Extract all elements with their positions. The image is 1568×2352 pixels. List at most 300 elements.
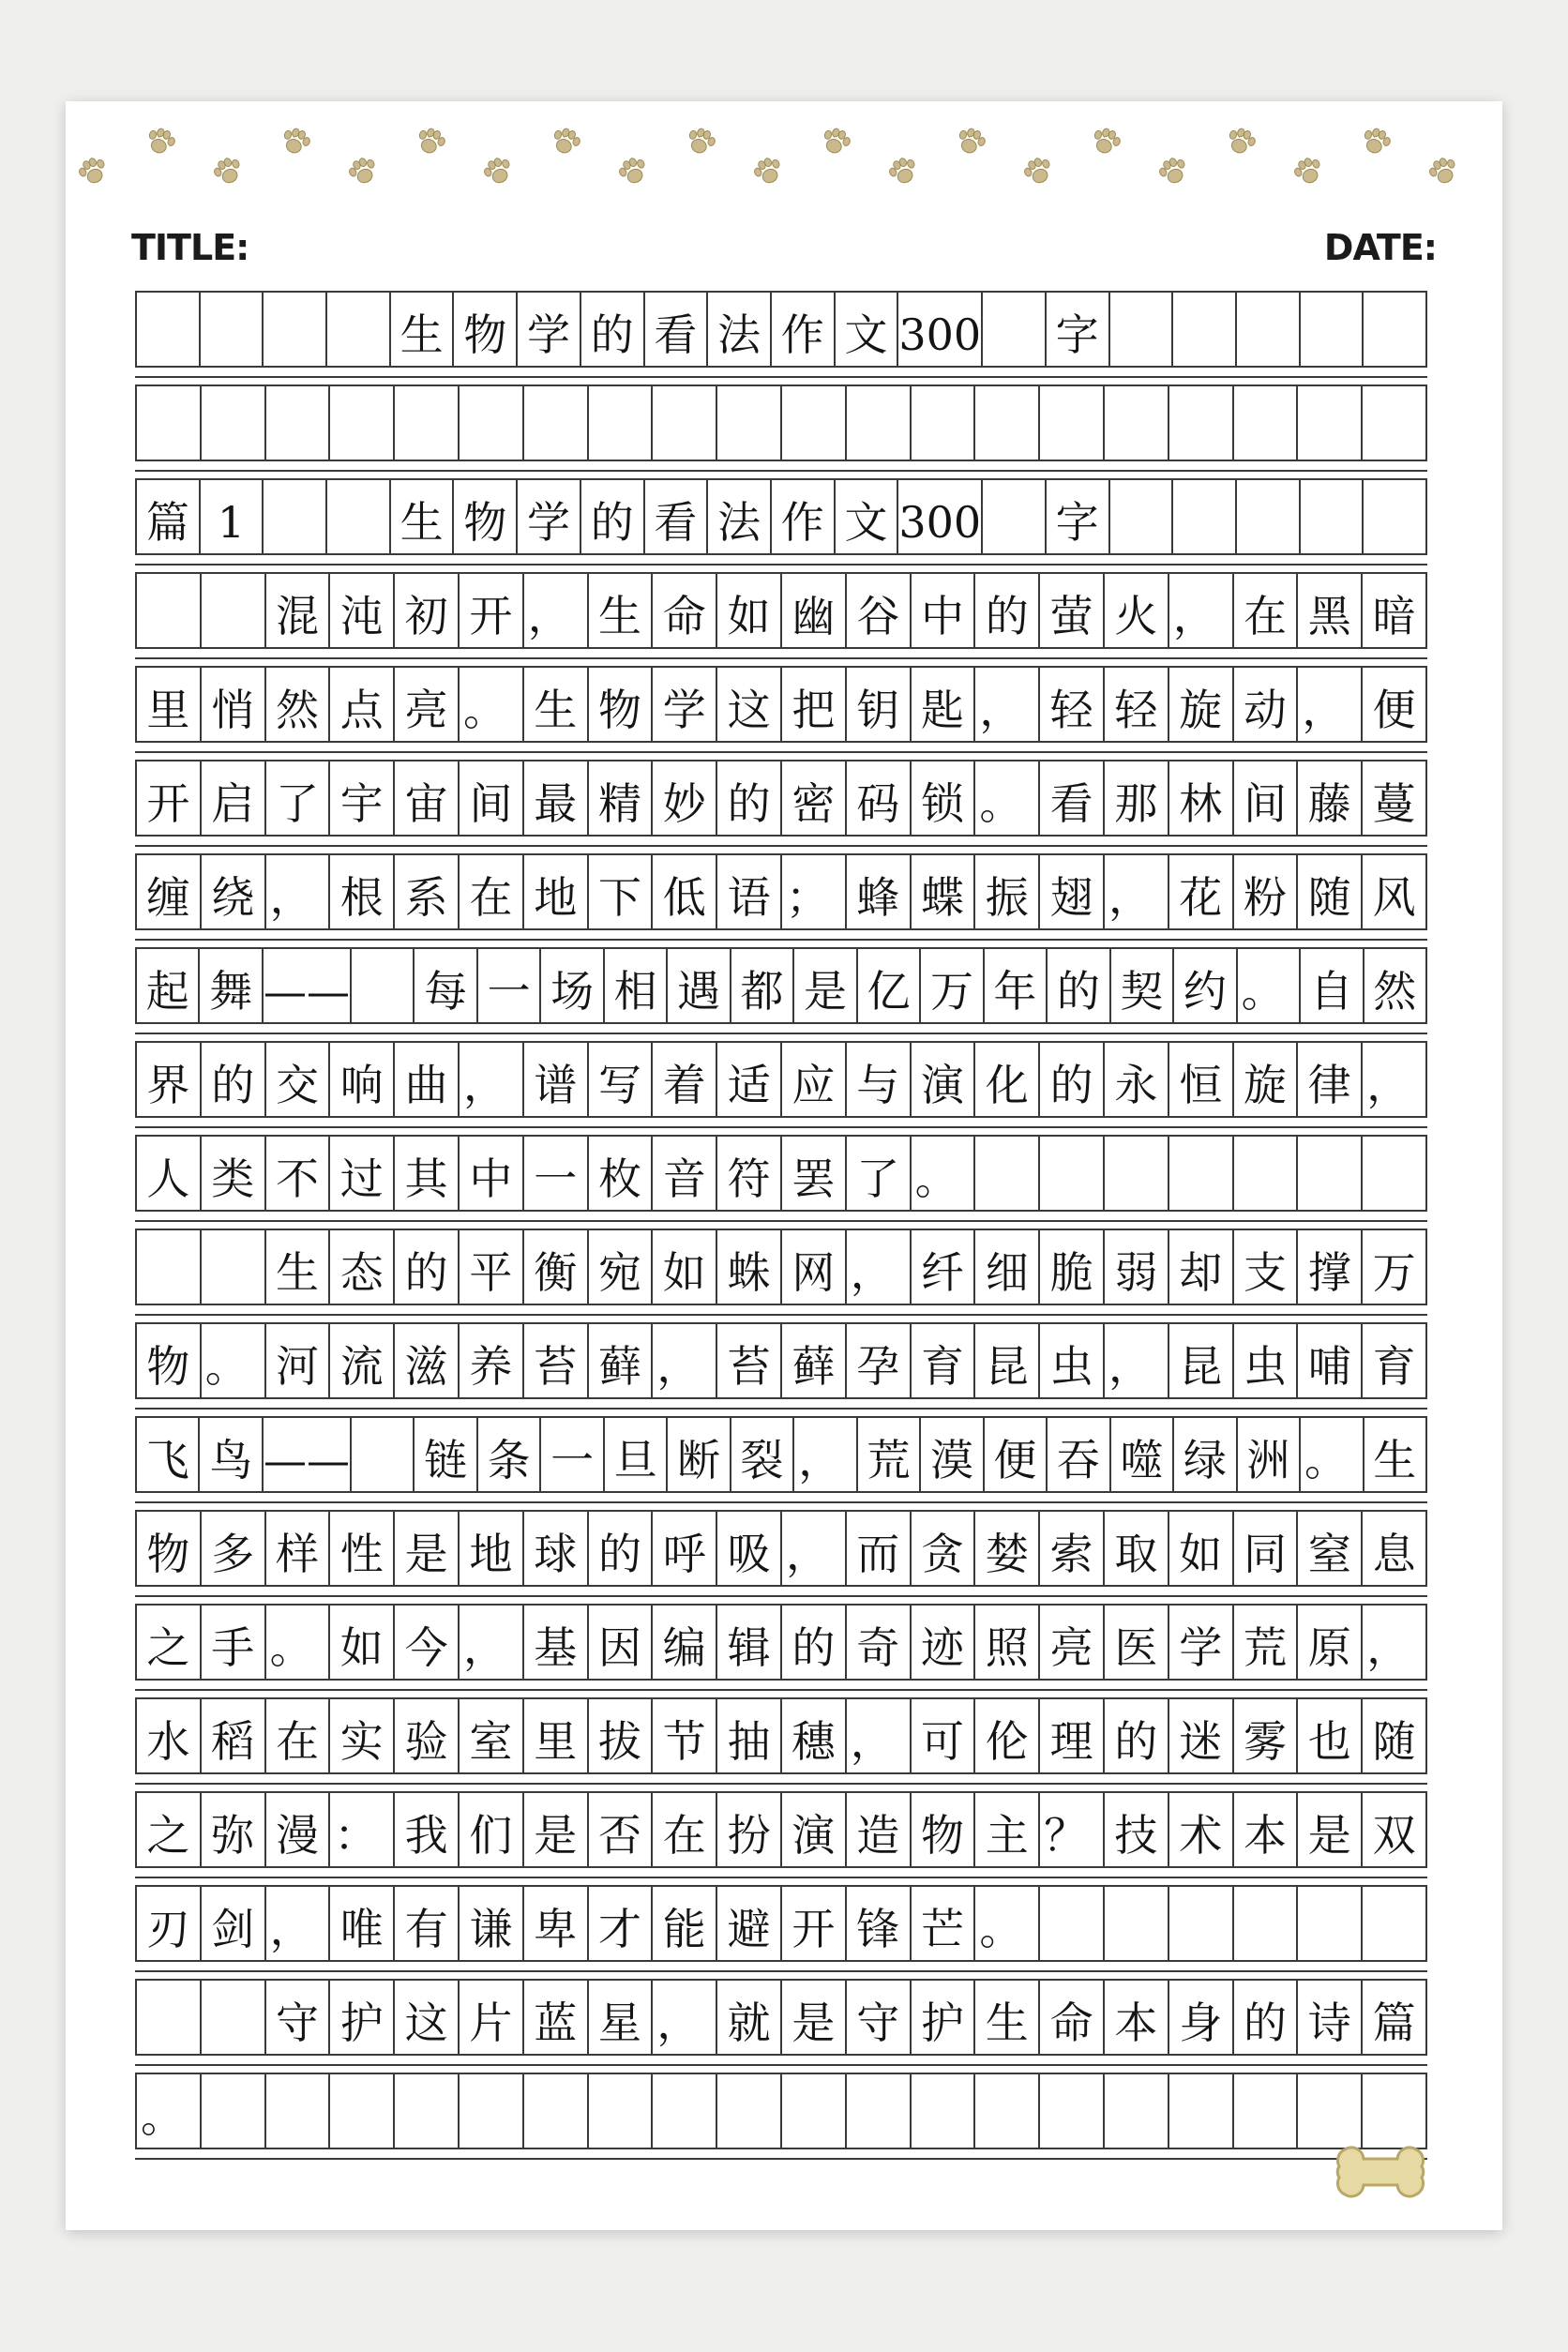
grid-cell: 字 bbox=[1047, 480, 1110, 555]
grid-cell bbox=[1234, 1137, 1299, 1212]
grid-cell: 约 bbox=[1174, 949, 1237, 1024]
grid-cell bbox=[202, 386, 266, 461]
grid-cell: 守 bbox=[266, 1981, 331, 2056]
paw-print-icon bbox=[206, 150, 249, 192]
grid-cell: 翅 bbox=[1040, 855, 1105, 930]
grid-cell: 舞 bbox=[200, 949, 263, 1024]
grid-row bbox=[135, 1135, 1427, 1212]
grid-row bbox=[135, 1041, 1427, 1118]
grid-cell: 相 bbox=[605, 949, 668, 1024]
grid-cell: 虫 bbox=[1040, 1324, 1105, 1399]
grid-cell: 类 bbox=[202, 1137, 266, 1212]
grid-cell: 苔 bbox=[717, 1324, 782, 1399]
grid-cell: 动 bbox=[1234, 668, 1299, 743]
grid-cell: 可 bbox=[912, 1699, 976, 1774]
grid-cell: 是 bbox=[794, 949, 857, 1024]
grid-cell: 是 bbox=[395, 1512, 460, 1587]
grid-cell: 作 bbox=[772, 480, 836, 555]
grid-cell: 下 bbox=[589, 855, 654, 930]
grid-cell bbox=[847, 2074, 912, 2149]
paw-print-icon bbox=[410, 121, 451, 162]
grid-cell: 沌 bbox=[330, 574, 395, 649]
grid-cell bbox=[137, 293, 201, 368]
grid-cell: 轻 bbox=[1105, 668, 1169, 743]
grid-cell: 命 bbox=[1040, 1981, 1105, 2056]
grid-cell: 谦 bbox=[460, 1887, 524, 1962]
grid-cell: 是 bbox=[782, 1981, 847, 2056]
grid-cell: 点 bbox=[330, 668, 395, 743]
paw-print-border bbox=[66, 101, 1502, 204]
grid-cell bbox=[589, 386, 654, 461]
grid-cell bbox=[1301, 480, 1364, 555]
grid-cell: 抽 bbox=[717, 1699, 782, 1774]
grid-cell: 如 bbox=[330, 1606, 395, 1681]
grid-cell: 绕 bbox=[202, 855, 266, 930]
grid-cell: 里 bbox=[137, 668, 202, 743]
grid-cell: 因 bbox=[589, 1606, 654, 1681]
grid-cell: ， bbox=[1298, 668, 1363, 743]
grid-cell: 精 bbox=[589, 761, 654, 837]
grid-cell: 交 bbox=[266, 1043, 331, 1118]
grid-cell: 编 bbox=[653, 1606, 717, 1681]
grid-cell: ， bbox=[460, 1606, 524, 1681]
grid-cell: 态 bbox=[330, 1230, 395, 1305]
grid-cell: 卑 bbox=[524, 1887, 589, 1962]
grid-cell: ， bbox=[266, 855, 331, 930]
grid-cell: 雾 bbox=[1234, 1699, 1299, 1774]
grid-cell bbox=[1301, 293, 1364, 368]
grid-cell: 自 bbox=[1301, 949, 1364, 1024]
grid-cell: 网 bbox=[782, 1230, 847, 1305]
grid-cell: 看 bbox=[1040, 761, 1105, 837]
grid-cell: 亮 bbox=[1040, 1606, 1105, 1681]
grid-cell: 锋 bbox=[847, 1887, 912, 1962]
grid-cell bbox=[352, 949, 415, 1024]
grid-cell: 护 bbox=[330, 1981, 395, 2056]
grid-cell: 物 bbox=[137, 1324, 202, 1399]
grid-cell: 弱 bbox=[1105, 1230, 1169, 1305]
grid-cell: 与 bbox=[847, 1043, 912, 1118]
grid-cell: 都 bbox=[731, 949, 794, 1024]
grid-cell: 绿 bbox=[1174, 1418, 1237, 1493]
grid-cell: 一 bbox=[524, 1137, 589, 1212]
grid-cell bbox=[912, 2074, 976, 2149]
grid-cell bbox=[975, 386, 1040, 461]
grid-cell: 纤 bbox=[912, 1230, 976, 1305]
grid-cell: 看 bbox=[645, 293, 709, 368]
grid-cell bbox=[1105, 2074, 1169, 2149]
grid-cell: 是 bbox=[524, 1793, 589, 1868]
grid-cell: 。 bbox=[202, 1324, 266, 1399]
grid-cell bbox=[1040, 2074, 1105, 2149]
grid-cell bbox=[460, 386, 524, 461]
grid-cell: 支 bbox=[1234, 1230, 1299, 1305]
grid-cell: 滋 bbox=[395, 1324, 460, 1399]
grid-cell: 罢 bbox=[782, 1137, 847, 1212]
grid-cell: 亿 bbox=[858, 949, 921, 1024]
grid-cell: ， bbox=[653, 1981, 717, 2056]
grid-row bbox=[135, 1604, 1427, 1681]
grid-cell bbox=[1363, 1887, 1427, 1962]
grid-cell: 永 bbox=[1105, 1043, 1169, 1118]
grid-cell: 育 bbox=[1363, 1324, 1427, 1399]
grid-cell: 花 bbox=[1169, 855, 1234, 930]
grid-cell: 萤 bbox=[1040, 574, 1105, 649]
grid-cell: 谷 bbox=[847, 574, 912, 649]
grid-cell bbox=[202, 1230, 266, 1305]
grid-row bbox=[135, 1791, 1427, 1868]
grid-cell bbox=[1173, 293, 1237, 368]
grid-cell: 育 bbox=[912, 1324, 976, 1399]
grid-cell bbox=[1105, 386, 1169, 461]
grid-cell: ， bbox=[847, 1699, 912, 1774]
grid-cell bbox=[327, 480, 391, 555]
grid-cell: ， bbox=[460, 1043, 524, 1118]
grid-cell: 把 bbox=[782, 668, 847, 743]
grid-cell: 300 bbox=[898, 480, 983, 555]
grid-cell: 取 bbox=[1105, 1512, 1169, 1587]
grid-cell: 生 bbox=[589, 574, 654, 649]
grid-cell bbox=[912, 386, 976, 461]
grid-cell: 贪 bbox=[912, 1512, 976, 1587]
grid-cell: 轻 bbox=[1040, 668, 1105, 743]
grid-cell bbox=[1105, 1137, 1169, 1212]
grid-cell: 漫 bbox=[266, 1793, 331, 1868]
grid-cell bbox=[1234, 2074, 1299, 2149]
grid-row bbox=[135, 478, 1427, 555]
grid-cell: 多 bbox=[202, 1512, 266, 1587]
grid-cell: ， bbox=[782, 1512, 847, 1587]
grid-row bbox=[135, 1979, 1427, 2056]
grid-cell: 枚 bbox=[589, 1137, 654, 1212]
grid-cell: 然 bbox=[1364, 949, 1427, 1024]
grid-cell: 300 bbox=[898, 293, 983, 368]
grid-cell: 之 bbox=[137, 1793, 202, 1868]
grid-cell bbox=[352, 1418, 415, 1493]
grid-cell: 文 bbox=[836, 480, 899, 555]
grid-cell: 虫 bbox=[1234, 1324, 1299, 1399]
grid-cell: 辑 bbox=[717, 1606, 782, 1681]
grid-cell: 避 bbox=[717, 1887, 782, 1962]
grid-cell: 本 bbox=[1234, 1793, 1299, 1868]
grid-cell: 物 bbox=[137, 1512, 202, 1587]
grid-cell: 物 bbox=[589, 668, 654, 743]
grid-cell: 原 bbox=[1298, 1606, 1363, 1681]
grid-cell: 振 bbox=[975, 855, 1040, 930]
date-label: DATE: bbox=[1323, 227, 1437, 268]
grid-cell: 在 bbox=[1234, 574, 1299, 649]
grid-cell: 不 bbox=[266, 1137, 331, 1212]
grid-cell: 拔 bbox=[589, 1699, 654, 1774]
grid-cell: 在 bbox=[653, 1793, 717, 1868]
grid-cell: ， bbox=[1169, 574, 1234, 649]
grid-cell bbox=[847, 386, 912, 461]
grid-cell: 起 bbox=[137, 949, 200, 1024]
paw-print-icon bbox=[140, 121, 181, 162]
grid-cell: ， bbox=[975, 668, 1040, 743]
grid-cell: ， bbox=[1105, 1324, 1169, 1399]
grid-cell: 万 bbox=[921, 949, 984, 1024]
grid-row bbox=[135, 853, 1427, 930]
grid-row bbox=[135, 1416, 1427, 1493]
grid-cell: 一 bbox=[478, 949, 541, 1024]
grid-cell: 应 bbox=[782, 1043, 847, 1118]
grid-cell: 学 bbox=[1169, 1606, 1234, 1681]
paw-print-icon bbox=[1152, 150, 1194, 192]
grid-cell bbox=[717, 386, 782, 461]
grid-cell: 响 bbox=[330, 1043, 395, 1118]
grid-cell: 同 bbox=[1234, 1512, 1299, 1587]
grid-cell bbox=[202, 574, 266, 649]
grid-cell: 恒 bbox=[1169, 1043, 1234, 1118]
grid-cell: 宇 bbox=[330, 761, 395, 837]
grid-cell bbox=[137, 1230, 202, 1305]
grid-cell: 。 bbox=[975, 761, 1040, 837]
grid-cell: 之 bbox=[137, 1606, 202, 1681]
grid-cell: 生 bbox=[524, 668, 589, 743]
grid-cell bbox=[1234, 1887, 1299, 1962]
grid-cell: 码 bbox=[847, 761, 912, 837]
grid-cell: 水 bbox=[137, 1699, 202, 1774]
paw-print-icon bbox=[71, 150, 113, 192]
grid-cell: 医 bbox=[1105, 1606, 1169, 1681]
grid-cell: 学 bbox=[518, 293, 581, 368]
grid-cell: 这 bbox=[395, 1981, 460, 2056]
grid-cell: 粉 bbox=[1234, 855, 1299, 930]
grid-cell: 有 bbox=[395, 1887, 460, 1962]
grid-cell bbox=[1040, 1887, 1105, 1962]
grid-cell: 火 bbox=[1105, 574, 1169, 649]
grid-cell: ， bbox=[1105, 855, 1169, 930]
grid-cell: 。 bbox=[1238, 949, 1301, 1024]
paw-print-icon bbox=[611, 150, 654, 192]
paw-print-icon bbox=[950, 121, 991, 162]
grid-cell: 们 bbox=[460, 1793, 524, 1868]
grid-cell: 人 bbox=[137, 1137, 202, 1212]
grid-cell: 性 bbox=[330, 1512, 395, 1587]
grid-cell: 洲 bbox=[1238, 1418, 1301, 1493]
grid-cell: 哺 bbox=[1298, 1324, 1363, 1399]
grid-cell: 弥 bbox=[202, 1793, 266, 1868]
grid-cell: 篇 bbox=[1363, 1981, 1427, 2056]
grid-cell bbox=[1169, 2074, 1234, 2149]
grid-cell: 验 bbox=[395, 1699, 460, 1774]
grid-cell: 演 bbox=[912, 1043, 976, 1118]
grid-cell: 字 bbox=[1047, 293, 1110, 368]
grid-cell: 蛛 bbox=[717, 1230, 782, 1305]
grid-cell: 的 bbox=[1048, 949, 1110, 1024]
grid-cell: 契 bbox=[1111, 949, 1174, 1024]
grid-row bbox=[135, 1885, 1427, 1962]
grid-cell: 照 bbox=[975, 1606, 1040, 1681]
grid-cell: 主 bbox=[975, 1793, 1040, 1868]
grid-cell bbox=[1298, 1887, 1363, 1962]
grid-cell: 索 bbox=[1040, 1512, 1105, 1587]
grid-cell: 篇 bbox=[137, 480, 201, 555]
grid-cell: 的 bbox=[1105, 1699, 1169, 1774]
grid-cell: 我 bbox=[395, 1793, 460, 1868]
grid-cell bbox=[202, 1981, 266, 2056]
grid-cell: 旦 bbox=[605, 1418, 668, 1493]
paw-print-icon bbox=[1017, 150, 1059, 192]
grid-cell: 。 bbox=[1301, 1418, 1364, 1493]
grid-row bbox=[135, 666, 1427, 743]
grid-cell bbox=[327, 293, 391, 368]
grid-cell: 是 bbox=[1298, 1793, 1363, 1868]
grid-cell: 养 bbox=[460, 1324, 524, 1399]
grid-cell: 的 bbox=[395, 1230, 460, 1305]
grid-cell: 缠 bbox=[137, 855, 202, 930]
grid-cell: 1 bbox=[201, 480, 264, 555]
grid-cell: 星 bbox=[589, 1981, 654, 2056]
grid-cell: 平 bbox=[460, 1230, 524, 1305]
grid-cell bbox=[1040, 1137, 1105, 1212]
grid-row bbox=[135, 1510, 1427, 1587]
grid-cell: 息 bbox=[1363, 1512, 1427, 1587]
grid-cell bbox=[653, 2074, 717, 2149]
grid-cell: 剑 bbox=[202, 1887, 266, 1962]
grid-cell: 地 bbox=[460, 1512, 524, 1587]
grid-cell: ， bbox=[653, 1324, 717, 1399]
grid-cell bbox=[782, 386, 847, 461]
grid-cell bbox=[1105, 1887, 1169, 1962]
grid-cell: 文 bbox=[836, 293, 899, 368]
grid-cell: 便 bbox=[985, 1418, 1048, 1493]
grid-cell: 造 bbox=[847, 1793, 912, 1868]
grid-cell bbox=[264, 293, 327, 368]
grid-cell: 妙 bbox=[653, 761, 717, 837]
grid-cell: —— bbox=[264, 1418, 352, 1493]
grid-cell: 的 bbox=[975, 574, 1040, 649]
grid-cell: 法 bbox=[708, 293, 772, 368]
grid-cell: 根 bbox=[330, 855, 395, 930]
grid-cell: 藓 bbox=[782, 1324, 847, 1399]
grid-cell: 谱 bbox=[524, 1043, 589, 1118]
grid-cell: 芒 bbox=[912, 1887, 976, 1962]
grid-cell: 如 bbox=[717, 574, 782, 649]
grid-cell: 随 bbox=[1298, 855, 1363, 930]
grid-cell: 旋 bbox=[1169, 668, 1234, 743]
grid-cell bbox=[202, 2074, 266, 2149]
grid-cell: 本 bbox=[1105, 1981, 1169, 2056]
grid-cell: 写 bbox=[589, 1043, 654, 1118]
grid-cell: 如 bbox=[653, 1230, 717, 1305]
grid-cell: 也 bbox=[1298, 1699, 1363, 1774]
paw-print-icon bbox=[1355, 121, 1396, 162]
grid-cell: 链 bbox=[415, 1418, 477, 1493]
grid-cell: 窒 bbox=[1298, 1512, 1363, 1587]
grid-cell bbox=[524, 386, 589, 461]
grid-cell bbox=[1364, 480, 1427, 555]
grid-cell: 术 bbox=[1169, 1793, 1234, 1868]
grid-cell: 藤 bbox=[1298, 761, 1363, 837]
grid-cell bbox=[1298, 1137, 1363, 1212]
grid-cell: 蜂 bbox=[847, 855, 912, 930]
grid-cell: 万 bbox=[1363, 1230, 1427, 1305]
grid-cell: 理 bbox=[1040, 1699, 1105, 1774]
grid-cell: 昆 bbox=[975, 1324, 1040, 1399]
grid-cell bbox=[137, 1981, 202, 2056]
grid-cell: 物 bbox=[912, 1793, 976, 1868]
writing-grid bbox=[135, 291, 1427, 2166]
grid-cell: 间 bbox=[460, 761, 524, 837]
grid-cell: 脆 bbox=[1040, 1230, 1105, 1305]
grid-cell: 看 bbox=[645, 480, 709, 555]
grid-cell: 生 bbox=[391, 293, 455, 368]
grid-cell: 密 bbox=[782, 761, 847, 837]
grid-cell: 在 bbox=[460, 855, 524, 930]
grid-cell: 物 bbox=[454, 293, 518, 368]
grid-cell: 在 bbox=[266, 1699, 331, 1774]
grid-cell: 开 bbox=[782, 1887, 847, 1962]
grid-cell: 适 bbox=[717, 1043, 782, 1118]
grid-cell: 混 bbox=[266, 574, 331, 649]
grid-cell bbox=[975, 1137, 1040, 1212]
grid-cell: 随 bbox=[1363, 1699, 1427, 1774]
grid-row bbox=[135, 1322, 1427, 1399]
grid-cell: ； bbox=[782, 855, 847, 930]
grid-cell: 年 bbox=[985, 949, 1048, 1024]
grid-cell: 孕 bbox=[847, 1324, 912, 1399]
paw-print-icon bbox=[1220, 121, 1261, 162]
grid-cell: 室 bbox=[460, 1699, 524, 1774]
grid-cell: 开 bbox=[460, 574, 524, 649]
grid-cell: 宙 bbox=[395, 761, 460, 837]
grid-cell: 界 bbox=[137, 1043, 202, 1118]
grid-cell bbox=[1169, 1137, 1234, 1212]
grid-cell: 的 bbox=[589, 1512, 654, 1587]
grid-cell: 中 bbox=[460, 1137, 524, 1212]
grid-cell bbox=[460, 2074, 524, 2149]
grid-cell: 身 bbox=[1169, 1981, 1234, 2056]
grid-cell: 悄 bbox=[202, 668, 266, 743]
grid-cell bbox=[1237, 293, 1301, 368]
grid-cell: 低 bbox=[653, 855, 717, 930]
grid-cell: 宛 bbox=[589, 1230, 654, 1305]
grid-cell: 能 bbox=[653, 1887, 717, 1962]
paw-print-icon bbox=[746, 150, 789, 192]
grid-cell: 呼 bbox=[653, 1512, 717, 1587]
grid-cell: 婪 bbox=[975, 1512, 1040, 1587]
grid-cell bbox=[782, 2074, 847, 2149]
grid-cell: 。 bbox=[266, 1606, 331, 1681]
grid-cell bbox=[137, 386, 202, 461]
grid-cell: 亮 bbox=[395, 668, 460, 743]
grid-cell bbox=[589, 2074, 654, 2149]
grid-cell: 。 bbox=[137, 2074, 202, 2149]
grid-cell: 这 bbox=[717, 668, 782, 743]
grid-cell: 开 bbox=[137, 761, 202, 837]
grid-cell: 河 bbox=[266, 1324, 331, 1399]
grid-cell: 的 bbox=[717, 761, 782, 837]
grid-cell: 钥 bbox=[847, 668, 912, 743]
paw-print-icon bbox=[1085, 121, 1126, 162]
grid-cell: 。 bbox=[912, 1137, 976, 1212]
grid-cell: 迷 bbox=[1169, 1699, 1234, 1774]
paw-print-icon bbox=[476, 150, 519, 192]
grid-cell: 命 bbox=[653, 574, 717, 649]
grid-cell bbox=[1169, 1887, 1234, 1962]
grid-cell: 旋 bbox=[1234, 1043, 1299, 1118]
paw-print-icon bbox=[275, 121, 316, 162]
grid-cell: 生 bbox=[391, 480, 455, 555]
grid-cell bbox=[330, 2074, 395, 2149]
grid-cell: 生 bbox=[1364, 1418, 1427, 1493]
grid-cell: 守 bbox=[847, 1981, 912, 2056]
grid-cell: 匙 bbox=[912, 668, 976, 743]
grid-cell bbox=[395, 386, 460, 461]
grid-cell: 锁 bbox=[912, 761, 976, 837]
